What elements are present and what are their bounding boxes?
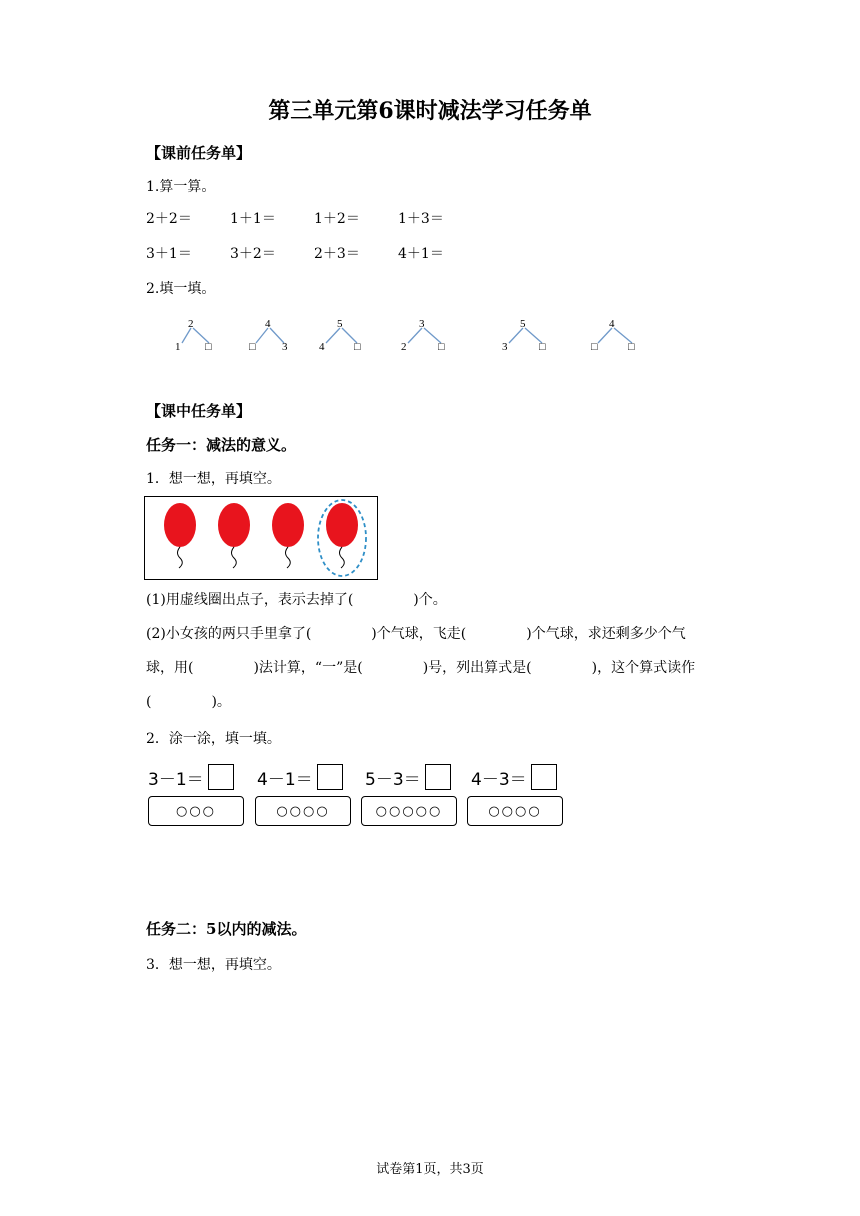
tree-right: □ xyxy=(354,341,361,353)
tree-top: 2 xyxy=(188,318,194,330)
question-2-label: 2.填一填。 xyxy=(146,281,216,297)
fill-line-4: ( )。 xyxy=(146,694,231,710)
balloon-icon xyxy=(272,503,304,568)
equation-2: 4－1＝ xyxy=(257,764,343,790)
tree xyxy=(175,318,212,353)
balloon-icon xyxy=(164,503,196,568)
answer-box[interactable] xyxy=(208,764,234,790)
tree-left: 4 xyxy=(319,341,325,353)
balloon-picture xyxy=(144,496,378,580)
equation-3: 5－3＝ xyxy=(365,764,451,790)
tree-left: 1 xyxy=(175,341,181,353)
tree-top: 3 xyxy=(419,318,425,330)
tree-left: 3 xyxy=(502,341,508,353)
tree-left: 2 xyxy=(401,341,407,353)
calc-item: 3＋1＝ xyxy=(146,246,192,262)
tree-top: 4 xyxy=(265,318,271,330)
answer-box[interactable] xyxy=(317,764,343,790)
tree-left: □ xyxy=(249,341,256,353)
fill-line-1: (1)用虚线圈出点子，表示去掉了( )个。 xyxy=(146,592,447,608)
circle-box[interactable]: ○○○ xyxy=(148,796,244,826)
tree-right: □ xyxy=(205,341,212,353)
tree xyxy=(319,318,361,353)
equation-4: 4－3＝ xyxy=(471,764,557,790)
circle-box[interactable]: ○○○○ xyxy=(255,796,351,826)
calc-row-2 xyxy=(146,243,482,263)
balloon-icon xyxy=(218,503,250,568)
tree-top: 4 xyxy=(609,318,615,330)
tree xyxy=(591,318,635,353)
mid-question-1-label: 1．想一想，再填空。 xyxy=(146,471,281,487)
calc-item: 3＋2＝ xyxy=(230,246,276,262)
calc-item: 2＋3＝ xyxy=(314,246,360,262)
mid-question-2-label: 2．涂一涂，填一填。 xyxy=(146,731,281,747)
calc-row-1 xyxy=(146,208,482,228)
calc-item: 4＋1＝ xyxy=(398,246,444,262)
circle-box[interactable]: ○○○○○ xyxy=(361,796,457,826)
task-2-heading: 任务二：5以内的减法。 xyxy=(146,920,307,938)
tree xyxy=(502,318,546,353)
answer-box[interactable] xyxy=(531,764,557,790)
balloons-svg xyxy=(145,497,377,579)
fill-line-2: (2)小女孩的两只手里拿了( )个气球，飞走( )个气球，求还剩多少个气 xyxy=(146,626,686,642)
tree-right: 3 xyxy=(282,341,288,353)
tree-right: □ xyxy=(539,341,546,353)
question-1-label: 1.算一算。 xyxy=(146,179,216,195)
tree-top: 5 xyxy=(520,318,526,330)
tree-right: □ xyxy=(438,341,445,353)
decomposition-trees xyxy=(0,310,860,360)
calc-item: 1＋3＝ xyxy=(398,211,444,227)
tree-right: □ xyxy=(628,341,635,353)
section-pre-heading: 【课前任务单】 xyxy=(146,144,252,162)
tree-top: 5 xyxy=(337,318,343,330)
mid-question-3-label: 3．想一想，再填空。 xyxy=(146,957,281,973)
calc-item: 1＋2＝ xyxy=(314,211,360,227)
tree-left: □ xyxy=(591,341,598,353)
calc-item: 1＋1＝ xyxy=(230,211,276,227)
task-1-heading: 任务一：减法的意义。 xyxy=(146,436,297,454)
calc-item: 2＋2＝ xyxy=(146,211,192,227)
balloon-icon xyxy=(326,503,358,568)
circle-box[interactable]: ○○○○ xyxy=(467,796,563,826)
tree xyxy=(249,318,288,353)
page-footer: 试卷第1页，共3页 xyxy=(376,1162,484,1177)
fill-line-3: 球，用( )法计算，“一”是( )号，列出算式是( )，这个算式读作 xyxy=(146,660,696,676)
tree xyxy=(401,318,445,353)
equation-1: 3－1＝ xyxy=(148,764,234,790)
page-title: 第三单元第6课时减法学习任务单 xyxy=(268,98,592,124)
answer-box[interactable] xyxy=(425,764,451,790)
section-mid-heading: 【课中任务单】 xyxy=(146,402,252,420)
